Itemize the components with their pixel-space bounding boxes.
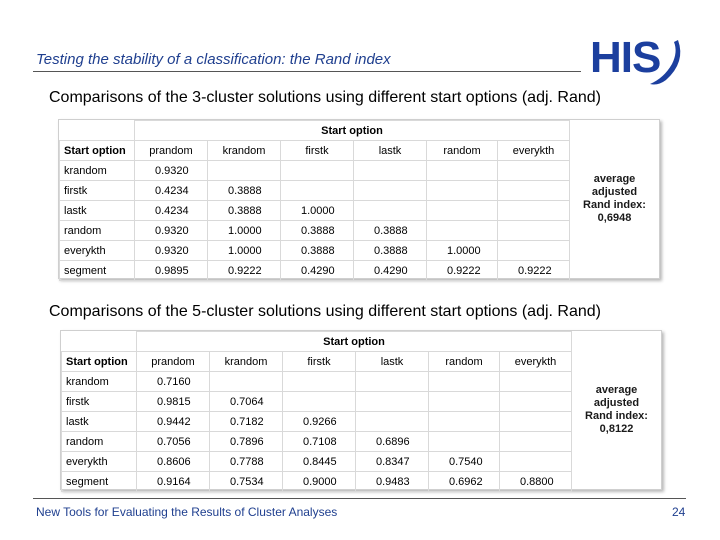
row-label: random bbox=[62, 432, 137, 452]
table-cell: 0.9320 bbox=[135, 161, 208, 181]
row-header: Start option bbox=[62, 352, 137, 372]
table-cell: 0.9266 bbox=[283, 412, 356, 432]
table-cell: 0.7064 bbox=[210, 392, 283, 412]
table-cell: 0.6896 bbox=[356, 432, 429, 452]
table-row bbox=[62, 432, 572, 452]
row-label: lastk bbox=[60, 201, 135, 221]
subtitle-3-cluster: Comparisons of the 3-cluster solutions using different start options (adj. Rand) bbox=[49, 89, 601, 106]
table-row bbox=[62, 392, 572, 412]
subtitle-5-cluster: Comparisons of the 5-cluster solutions using different start options (adj. Rand) bbox=[49, 303, 601, 320]
title-rule bbox=[33, 71, 581, 72]
his-logo bbox=[590, 34, 686, 88]
logo-text: HIS bbox=[590, 33, 661, 82]
table-row bbox=[60, 261, 570, 281]
column-header: lastk bbox=[354, 141, 427, 161]
average-label: average bbox=[595, 384, 638, 396]
average-rand-index-box bbox=[571, 331, 662, 489]
table-cell bbox=[498, 181, 570, 201]
table-cell: 0.3888 bbox=[281, 221, 354, 241]
table-cell bbox=[500, 432, 572, 452]
table-cell: 0.7056 bbox=[137, 432, 210, 452]
table-row bbox=[60, 241, 570, 261]
row-label: krandom bbox=[62, 372, 137, 392]
table-cell: 0.9222 bbox=[498, 261, 570, 281]
table-row bbox=[60, 201, 570, 221]
row-label: everykth bbox=[60, 241, 135, 261]
adjusted-label: adjusted bbox=[591, 186, 638, 198]
table-cell: 0.7182 bbox=[210, 412, 283, 432]
table-cell: 0.4234 bbox=[135, 181, 208, 201]
table-cell: 0.7788 bbox=[210, 452, 283, 472]
column-header: random bbox=[429, 352, 500, 372]
table-cell bbox=[354, 181, 427, 201]
table-cell bbox=[281, 181, 354, 201]
table-cell: 0.6962 bbox=[429, 472, 500, 492]
table-cell: 0.9815 bbox=[137, 392, 210, 412]
table-cell: 0.9895 bbox=[135, 261, 208, 281]
footer-text: New Tools for Evaluating the Results of Cluster Analyses bbox=[36, 505, 338, 519]
average-rand-value: 0,6948 bbox=[597, 212, 632, 224]
table-cell bbox=[429, 432, 500, 452]
table-cell bbox=[500, 452, 572, 472]
table-row bbox=[62, 412, 572, 432]
column-header: everykth bbox=[498, 141, 570, 161]
table-row bbox=[62, 472, 572, 492]
footer-rule bbox=[33, 498, 686, 499]
table-cell bbox=[429, 392, 500, 412]
average-label: average bbox=[593, 173, 636, 185]
table-cell bbox=[498, 241, 570, 261]
table-cell bbox=[210, 372, 283, 392]
table-group-header-row bbox=[60, 121, 570, 141]
table-cell bbox=[427, 161, 498, 181]
table-cell bbox=[281, 161, 354, 181]
page-number: 24 bbox=[672, 505, 686, 519]
column-header: prandom bbox=[137, 352, 210, 372]
table-cell: 0.4290 bbox=[281, 261, 354, 281]
table-5-cluster-grid bbox=[61, 331, 572, 492]
table-cell bbox=[498, 201, 570, 221]
table-cell: 0.3888 bbox=[208, 181, 281, 201]
row-label: lastk bbox=[62, 412, 137, 432]
rand-index-label: Rand index: bbox=[585, 410, 648, 422]
table-cell: 0.9222 bbox=[427, 261, 498, 281]
row-label: segment bbox=[62, 472, 137, 492]
rand-table-5-cluster bbox=[60, 330, 662, 490]
column-header: krandom bbox=[210, 352, 283, 372]
table-cell: 0.4290 bbox=[354, 261, 427, 281]
table-cell bbox=[283, 392, 356, 412]
row-label: firstk bbox=[60, 181, 135, 201]
table-cell: 0.7540 bbox=[429, 452, 500, 472]
logo-swoosh-icon bbox=[590, 34, 686, 88]
table-cell: 0.9222 bbox=[208, 261, 281, 281]
table-cell bbox=[500, 372, 572, 392]
table-cell: 0.4234 bbox=[135, 201, 208, 221]
table-column-header-row bbox=[60, 141, 570, 161]
table-group-header-row bbox=[62, 332, 572, 352]
table-cell: 0.9483 bbox=[356, 472, 429, 492]
table-cell: 0.8800 bbox=[500, 472, 572, 492]
table-cell bbox=[427, 221, 498, 241]
table-row bbox=[62, 452, 572, 472]
table-cell bbox=[356, 372, 429, 392]
table-cell: 1.0000 bbox=[427, 241, 498, 261]
table-cell: 0.3888 bbox=[208, 201, 281, 221]
table-row bbox=[60, 181, 570, 201]
table-cell: 1.0000 bbox=[281, 201, 354, 221]
table-cell bbox=[356, 412, 429, 432]
table-cell: 0.8445 bbox=[283, 452, 356, 472]
rand-table-3-cluster bbox=[58, 119, 660, 279]
table-cell: 0.7896 bbox=[210, 432, 283, 452]
table-cell: 0.8347 bbox=[356, 452, 429, 472]
table-cell bbox=[429, 372, 500, 392]
table-cell bbox=[208, 161, 281, 181]
adjusted-label: adjusted bbox=[593, 397, 640, 409]
row-label: firstk bbox=[62, 392, 137, 412]
table-cell: 0.3888 bbox=[354, 221, 427, 241]
table-cell bbox=[500, 412, 572, 432]
table-cell bbox=[498, 161, 570, 181]
row-label: everykth bbox=[62, 452, 137, 472]
table-cell: 0.9164 bbox=[137, 472, 210, 492]
table-cell: 0.9320 bbox=[135, 241, 208, 261]
table-cell bbox=[427, 201, 498, 221]
table-cell bbox=[500, 392, 572, 412]
slide-title: Testing the stability of a classification: the Rand index bbox=[36, 51, 391, 68]
rand-index-label: Rand index: bbox=[583, 199, 646, 211]
corner-cell bbox=[60, 121, 135, 141]
table-cell: 0.9000 bbox=[283, 472, 356, 492]
corner-cell bbox=[62, 332, 137, 352]
group-header: Start option bbox=[137, 332, 572, 352]
column-header: firstk bbox=[281, 141, 354, 161]
table-cell: 0.7108 bbox=[283, 432, 356, 452]
table-cell bbox=[354, 161, 427, 181]
table-cell bbox=[356, 392, 429, 412]
table-cell: 0.3888 bbox=[354, 241, 427, 261]
table-cell: 0.9442 bbox=[137, 412, 210, 432]
row-header: Start option bbox=[60, 141, 135, 161]
table-cell bbox=[427, 181, 498, 201]
table-cell: 1.0000 bbox=[208, 221, 281, 241]
average-rand-index-box bbox=[569, 120, 660, 278]
table-cell bbox=[498, 221, 570, 241]
table-cell bbox=[429, 412, 500, 432]
table-row bbox=[60, 161, 570, 181]
table-row bbox=[62, 372, 572, 392]
table-3-cluster-grid bbox=[59, 120, 570, 281]
column-header: lastk bbox=[356, 352, 429, 372]
column-header: krandom bbox=[208, 141, 281, 161]
table-row bbox=[60, 221, 570, 241]
column-header: prandom bbox=[135, 141, 208, 161]
table-cell: 1.0000 bbox=[208, 241, 281, 261]
table-cell: 0.7534 bbox=[210, 472, 283, 492]
column-header: random bbox=[427, 141, 498, 161]
table-cell: 0.8606 bbox=[137, 452, 210, 472]
average-rand-value: 0,8122 bbox=[599, 423, 634, 435]
row-label: random bbox=[60, 221, 135, 241]
table-cell bbox=[283, 372, 356, 392]
row-label: krandom bbox=[60, 161, 135, 181]
table-cell bbox=[354, 201, 427, 221]
column-header: firstk bbox=[283, 352, 356, 372]
table-cell: 0.9320 bbox=[135, 221, 208, 241]
row-label: segment bbox=[60, 261, 135, 281]
table-cell: 0.7160 bbox=[137, 372, 210, 392]
group-header: Start option bbox=[135, 121, 570, 141]
table-column-header-row bbox=[62, 352, 572, 372]
table-cell: 0.3888 bbox=[281, 241, 354, 261]
column-header: everykth bbox=[500, 352, 572, 372]
